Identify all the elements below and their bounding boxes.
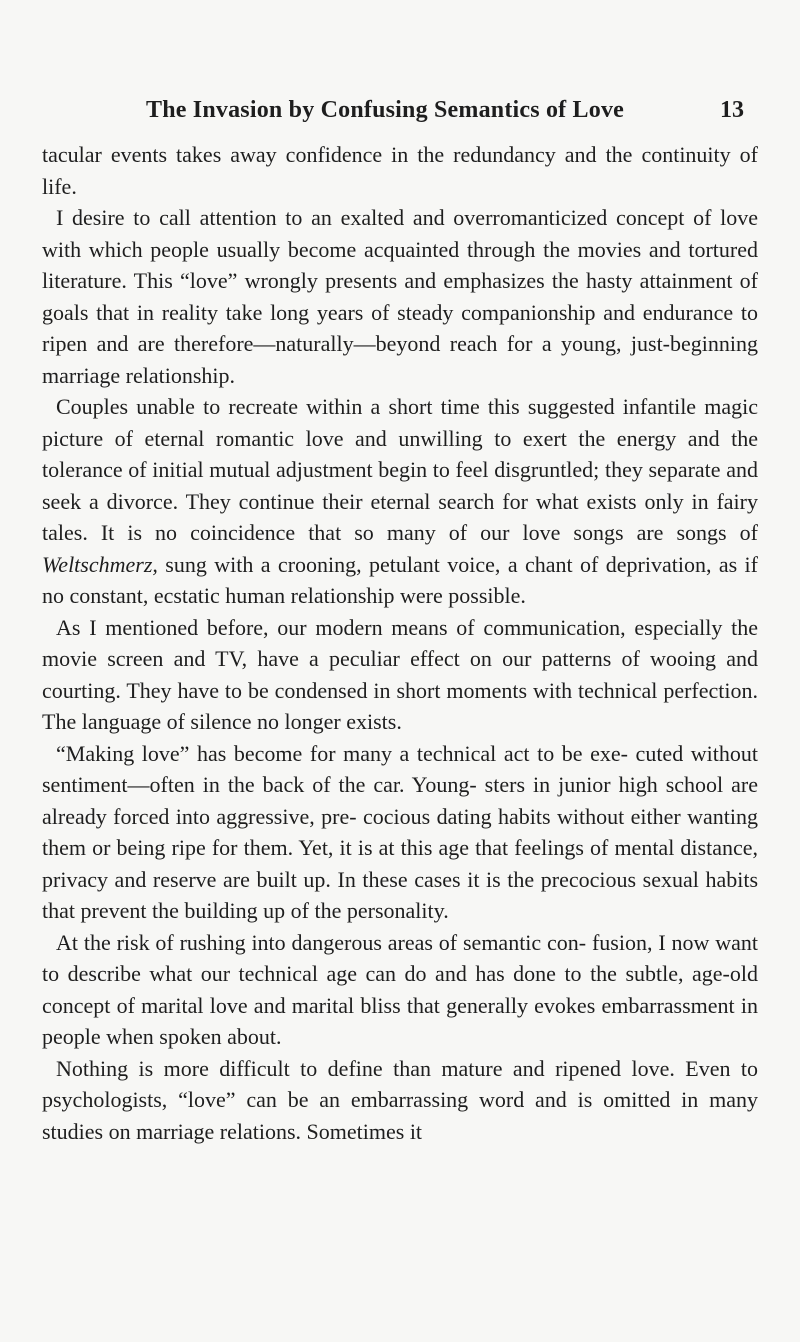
- paragraph: As I mentioned before, our modern means of communication, especially the movie screen and TV, have a peculiar effect on our patterns of wooing and courting. They have to be condensed in short moments with technical perfection. The language of silence no longer exists.: [42, 614, 758, 734]
- paragraph: At the risk of rushing into dangerous areas of semantic con- fusion, I now want to describe what our technical age can do and has done to the subtle, age-old concept of marital love and marital bliss that generally evokes embarrassment in people when spoken about.: [42, 929, 758, 1049]
- paragraph: tacular events takes away confidence in the redundancy and the continuity of life.: [42, 142, 758, 199]
- body-text: [42, 139, 758, 1147]
- paragraph: Nothing is more difficult to define than mature and ripened love. Even to psychologists, “love” can be an embarrassing word and is omitted in many studies on marriage relations. Sometimes it: [42, 1055, 758, 1144]
- page-number: 13: [720, 97, 744, 123]
- paragraph: I desire to call attention to an exalted and overromanticized concept of love with which people usually become acquainted through the movies and tortured literature. This “love” wrongly presents and emphasizes the hasty attainment of goals that in reality take long years of steady companionship and endurance to ripen and are therefore—naturally—beyond reach for a young, just-beginning marriage relationship.: [42, 205, 758, 388]
- paragraph-text: Couples unable to recreate within a short time this suggested infantile magic picture of eternal romantic love and unwilling to exert the energy and the tolerance of initial mutual adjustment begin to feel disgruntled; they separate and seek a divorce. They continue their eternal search for what exists only in fairy tales. It is no coincidence that so many of our love songs are songs of: [42, 394, 758, 545]
- running-head: The Invasion by Confusing Semantics of Love: [146, 97, 625, 123]
- paragraph: [42, 391, 758, 612]
- paragraph-text: sung with a crooning, petulant voice, a chant of deprivation, as if no constant, ecstatic human relationship were possible.: [42, 551, 758, 608]
- italic-term: Weltschmerz,: [42, 551, 158, 577]
- paragraph: “Making love” has become for many a technical act to be exe- cuted without sentiment—often in the back of the car. Young- sters in junior high school are already forced into aggressive, pre- cocious dating habits without either wanting them or being ripe for them. Yet, it is at this age that feelings of mental distance, privacy and reserve are built up. In these cases it is the precocious sexual habits that prevent the building up of the personality.: [42, 740, 758, 923]
